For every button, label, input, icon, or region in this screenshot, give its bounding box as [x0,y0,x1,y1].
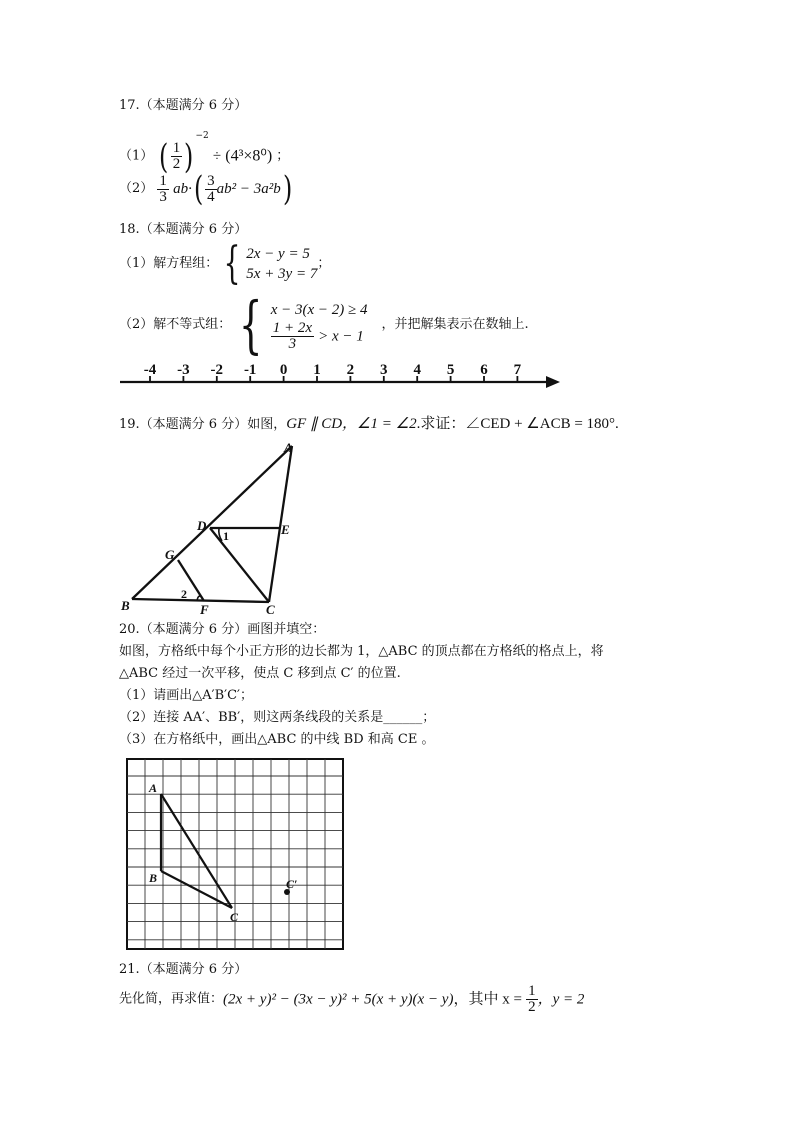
q18-part2-label: （2）解不等式组： [119,317,232,332]
label-f: F [200,602,209,616]
q19-header: 19.（本题满分 6 分）如图， [119,417,287,432]
numerator: 3 [207,172,215,189]
tick-label: 6 [480,362,488,378]
label-c: C [266,602,275,616]
label-a: A [149,781,158,795]
q17-exponent: −2 [195,131,209,141]
q20-item1: （1）请画出△A′B′C′； [119,688,254,703]
label-b: B [149,871,158,885]
left-paren: ( [193,169,204,209]
number-line-ticks [144,362,522,382]
q17-part2 [119,169,294,212]
q17-header: 17.（本题满分 6 分） [119,98,248,113]
left-brace: { [223,238,241,289]
tick-label: -3 [177,362,190,378]
q19-proof: .求证：∠CED + ∠ACB = 180°. [416,416,619,432]
right-paren: ) [282,169,292,209]
q18-part2 [119,288,529,361]
q20-item2: （2）连接 AA′、BB′，则这两条线段的关系是______； [119,710,436,725]
denominator: 2 [528,999,536,1015]
q19-statement [119,416,619,433]
label-d: D [197,518,207,533]
q17-part2-label: （2） [119,181,154,196]
tick-label: 0 [279,362,288,378]
label-angle-1: 1 [223,529,229,543]
numerator: 1 [172,140,181,156]
tick-label: -2 [210,362,224,378]
q20-line1: 如图，方格纸中每个小正方形的边长都为 1，△ABC 的顶点都在方格纸的格点上，将 [119,644,604,659]
q18-header: 18.（本题满分 6 分） [119,222,248,237]
inequality-fraction [271,321,314,352]
numerator: 1 + 2x [272,319,313,336]
semicolon: ； [276,148,290,164]
segment-dc [210,528,269,602]
q21-y-value: ，y = 2 [537,991,585,1008]
label-c: C [230,910,239,924]
tick-label: 1 [313,362,321,378]
q17-part1 [119,128,290,177]
q21-x-fraction [526,984,538,1015]
q21-problem [119,984,584,1024]
q18-equation-system [246,244,317,284]
q21-where: ，其中 x = [453,991,522,1008]
inequality-2-rest: > x − 1 [318,328,364,344]
left-paren: ( [159,136,169,177]
equation-1: 2x − y = 5 [246,246,310,262]
q17-paren-content: 4³×8⁰ [230,147,267,165]
q17-part1-label: （1） [119,148,154,164]
q17-fraction-three-quarters [205,174,217,205]
segment-ba [132,446,292,599]
left-brace: { [239,288,263,361]
q18-inequality-system [271,299,368,352]
q21-expression: (2x + y)² − (3x − y)² + 5(x + y)(x − y) [223,991,454,1008]
q20-header: 20.（本题满分 6 分）画图并填空： [119,622,326,637]
number-line [118,362,568,402]
q20-item3: （3）在方格纸中，画出△ABC 的中线 BD 和高 CE 。 [119,732,435,747]
divide-sign: ÷ [212,148,222,165]
denominator: 3 [288,335,297,352]
q19-condition: GF ∥ CD，∠1 = ∠2 [286,416,417,432]
label-b: B [121,598,130,613]
tick-label: 3 [380,362,388,378]
inequality-1: x − 3(x − 2) ≥ 4 [270,301,368,318]
label-a: A [284,440,293,455]
q18-part2-tail: ，并把解集表示在数轴上. [381,317,529,332]
denominator: 4 [207,188,215,205]
inequality-2 [271,321,368,352]
tick-label: 5 [446,362,455,378]
label-g: G [165,547,175,562]
q17-ab: ab· [173,181,192,197]
q17-paren-expr: (4³×8⁰) [225,147,273,165]
q18-part1-label: （1）解方程组： [119,256,219,271]
label-c-prime: C′ [286,877,298,891]
tick-label: -4 [143,362,157,378]
q17-inner-expr: ab² − 3a²b [216,181,281,197]
tick-label: 7 [513,362,522,378]
arrow-right-icon [546,376,560,388]
numerator: 1 [528,983,536,999]
numerator: 1 [159,172,167,189]
denominator: 2 [172,156,181,172]
q17-fraction-half [171,141,183,172]
q17-fraction-third [157,174,169,205]
q21-header: 21.（本题满分 6 分） [119,962,248,977]
q21-lead: 先化简，再求值： [119,991,224,1007]
right-paren: ) [184,136,194,177]
q19-triangle-figure [118,436,318,616]
tick-label: -1 [243,362,257,378]
semicolon: ； [317,256,331,271]
tick-label: 4 [413,362,421,378]
tick-label: 2 [346,362,355,378]
label-e: E [281,522,290,537]
denominator: 3 [159,188,167,205]
q20-line2: △ABC 经过一次平移，使点 C 移到点 C′ 的位置. [119,666,401,681]
equation-2: 5x + 3y = 7 [246,266,318,282]
q20-grid-figure [124,756,348,954]
q18-part1 [119,238,331,289]
label-angle-2: 2 [181,587,187,601]
